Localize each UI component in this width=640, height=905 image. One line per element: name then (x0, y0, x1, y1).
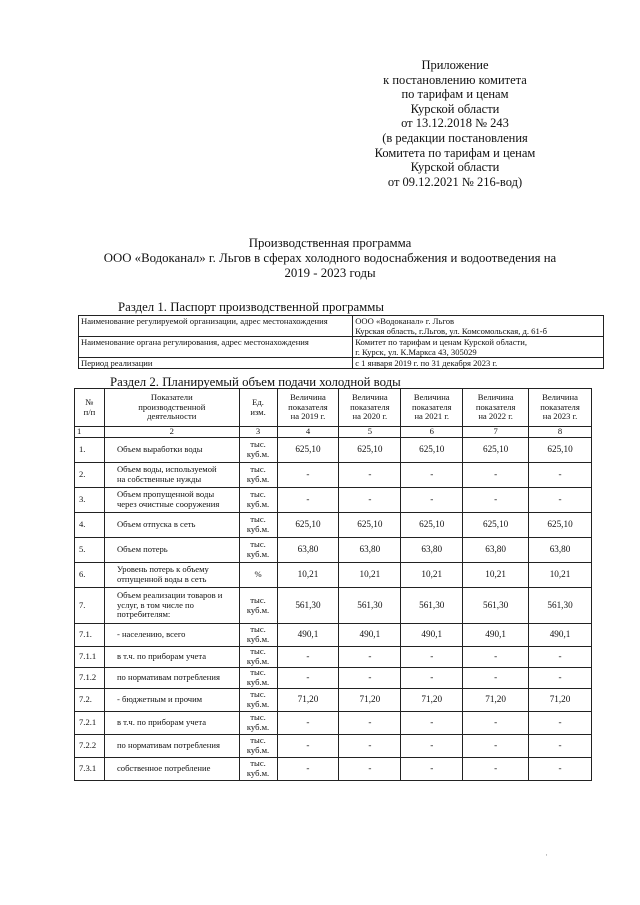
row-value-2022: 10,21 (463, 563, 529, 588)
row-value-2019: - (277, 735, 339, 758)
row-unit: тыс. куб.м. (239, 758, 277, 781)
column-number: 3 (239, 427, 277, 438)
title-line-3: 2019 - 2023 годы (284, 266, 376, 280)
row-value-2022: 63,80 (463, 538, 529, 563)
appendix-line: Приложение (421, 58, 489, 72)
row-number: 7.1.1 (75, 647, 105, 668)
row-value-2019: 71,20 (277, 689, 339, 712)
row-unit: тыс. куб.м. (239, 488, 277, 513)
row-value-2021: - (401, 488, 463, 513)
row-value-2021: 490,1 (401, 624, 463, 647)
row-value-2020: 63,80 (339, 538, 401, 563)
row-value-2021: 10,21 (401, 563, 463, 588)
passport-value-line: Курская область, г.Льгов, ул. Комсомольская, д. 61-б (355, 326, 547, 336)
column-number: 1 (75, 427, 105, 438)
row-value-2023: - (529, 668, 592, 689)
row-value-2021: 625,10 (401, 438, 463, 463)
header-2022: Величина показателя на 2022 г. (463, 389, 529, 427)
passport-label: Период реализации (79, 358, 353, 369)
row-value-2023: - (529, 463, 592, 488)
row-value-2022: - (463, 668, 529, 689)
column-number: 6 (401, 427, 463, 438)
row-value-2020: - (339, 488, 401, 513)
row-value-2023: - (529, 488, 592, 513)
passport-value (353, 316, 604, 337)
table-row (75, 668, 592, 689)
table-row (75, 758, 592, 781)
row-indicator: Объем воды, используемой на собственные нужды (104, 463, 239, 488)
passport-table (78, 315, 604, 369)
row-number: 2. (75, 463, 105, 488)
row-value-2020: 490,1 (339, 624, 401, 647)
row-value-2021: - (401, 758, 463, 781)
table-row (75, 647, 592, 668)
table-row (75, 538, 592, 563)
row-value-2022: - (463, 647, 529, 668)
passport-value-line: ООО «Водоканал» г. Льгов (355, 316, 455, 326)
row-indicator: Объем выработки воды (104, 438, 239, 463)
row-unit: тыс. куб.м. (239, 647, 277, 668)
column-number-row (75, 427, 592, 438)
header-name: Показатели производственной деятельности (104, 389, 239, 427)
row-value-2020: - (339, 758, 401, 781)
section2-heading: Раздел 2. Планируемый объем подачи холодной воды (110, 375, 401, 389)
appendix-line: от 09.12.2021 № 216-вод) (387, 174, 523, 189)
row-value-2020: - (339, 668, 401, 689)
scan-mark: · (545, 850, 548, 860)
row-value-2022: - (463, 463, 529, 488)
table-row (75, 463, 592, 488)
row-number: 7.1.2 (75, 668, 105, 689)
header-2020: Величина показателя на 2020 г. (339, 389, 401, 427)
row-number: 7. (75, 588, 105, 624)
row-unit: тыс. куб.м. (239, 735, 277, 758)
column-number: 5 (339, 427, 401, 438)
row-value-2021: - (401, 735, 463, 758)
row-value-2023: 10,21 (529, 563, 592, 588)
row-value-2019: - (277, 488, 339, 513)
appendix-line: Комитета по тарифам и ценам (374, 145, 536, 160)
row-indicator: Объем отпуска в сеть (104, 513, 239, 538)
row-value-2021: - (401, 463, 463, 488)
row-value-2019: - (277, 758, 339, 781)
row-unit: тыс. куб.м. (239, 588, 277, 624)
row-value-2020: - (339, 712, 401, 735)
passport-row (79, 358, 604, 369)
section1-heading: Раздел 1. Паспорт производственной программы (118, 300, 384, 314)
appendix-line: по тарифам и ценам (401, 87, 509, 102)
row-number: 7.2.2 (75, 735, 105, 758)
row-value-2022: - (463, 712, 529, 735)
row-number: 1. (75, 438, 105, 463)
row-value-2019: 625,10 (277, 513, 339, 538)
row-value-2019: 625,10 (277, 438, 339, 463)
row-value-2023: - (529, 735, 592, 758)
row-indicator: Объем реализации товаров и услуг, в том числе по потребителям: (104, 588, 239, 624)
row-unit: тыс. куб.м. (239, 668, 277, 689)
table-header-row (75, 389, 592, 427)
row-unit: тыс. куб.м. (239, 463, 277, 488)
row-number: 7.2. (75, 689, 105, 712)
row-indicator: Объем потерь (104, 538, 239, 563)
row-value-2020: - (339, 463, 401, 488)
column-number: 8 (529, 427, 592, 438)
row-value-2020: - (339, 647, 401, 668)
row-indicator: по нормативам потребления (104, 668, 239, 689)
row-indicator: Объем пропущенной воды через очистные сооружения (104, 488, 239, 513)
passport-label: Наименование регулируемой организации, адрес местонахождения (79, 316, 353, 337)
row-value-2020: 625,10 (339, 438, 401, 463)
header-unit: Ед. изм. (239, 389, 277, 427)
row-value-2022: 625,10 (463, 438, 529, 463)
row-value-2022: - (463, 758, 529, 781)
row-value-2021: 625,10 (401, 513, 463, 538)
passport-row (79, 337, 604, 358)
appendix-line: Курской области (410, 160, 500, 175)
appendix-line: от 13.12.2018 № 243 (401, 116, 509, 131)
row-value-2023: - (529, 712, 592, 735)
row-indicator: по нормативам потребления (104, 735, 239, 758)
row-value-2020: 625,10 (339, 513, 401, 538)
row-number: 6. (75, 563, 105, 588)
row-number: 3. (75, 488, 105, 513)
table-row (75, 438, 592, 463)
row-value-2019: - (277, 712, 339, 735)
passport-row (79, 316, 604, 337)
row-value-2021: 63,80 (401, 538, 463, 563)
row-value-2019: - (277, 668, 339, 689)
row-indicator: в т.ч. по приборам учета (104, 712, 239, 735)
row-indicator: собственное потребление (104, 758, 239, 781)
table-row (75, 563, 592, 588)
table-row (75, 735, 592, 758)
row-value-2023: 71,20 (529, 689, 592, 712)
column-number: 2 (104, 427, 239, 438)
row-indicator: Уровень потерь к объему отпущенной воды в сеть (104, 563, 239, 588)
row-number: 5. (75, 538, 105, 563)
row-value-2019: 490,1 (277, 624, 339, 647)
title-line-1: Производственная программа (248, 236, 412, 250)
row-number: 7.3.1 (75, 758, 105, 781)
appendix-block (355, 58, 555, 189)
row-unit: тыс. куб.м. (239, 689, 277, 712)
row-value-2023: - (529, 647, 592, 668)
title-line-2: ООО «Водоканал» г. Льгов в сферах холодного водоснабжения и водоотведения на (103, 251, 557, 265)
document-title (70, 236, 590, 281)
row-number: 7.1. (75, 624, 105, 647)
row-value-2021: - (401, 712, 463, 735)
row-value-2020: 561,30 (339, 588, 401, 624)
column-number: 7 (463, 427, 529, 438)
row-indicator: в т.ч. по приборам учета (104, 647, 239, 668)
row-unit: % (239, 563, 277, 588)
row-indicator: - бюджетным и прочим (104, 689, 239, 712)
row-value-2021: 71,20 (401, 689, 463, 712)
passport-value (353, 358, 604, 369)
table-row (75, 588, 592, 624)
row-value-2023: 561,30 (529, 588, 592, 624)
row-value-2022: 71,20 (463, 689, 529, 712)
appendix-line: к постановлению комитета (383, 72, 527, 87)
row-value-2023: - (529, 758, 592, 781)
row-value-2019: - (277, 463, 339, 488)
passport-value-line: г. Курск, ул. К.Маркса 43, 305029 (355, 347, 477, 357)
row-indicator: - населению, всего (104, 624, 239, 647)
row-value-2023: 490,1 (529, 624, 592, 647)
row-value-2023: 63,80 (529, 538, 592, 563)
table-row (75, 712, 592, 735)
appendix-line: Курской области (410, 101, 500, 116)
row-value-2022: 561,30 (463, 588, 529, 624)
table-row (75, 689, 592, 712)
row-value-2019: 561,30 (277, 588, 339, 624)
row-value-2019: 10,21 (277, 563, 339, 588)
row-value-2022: 490,1 (463, 624, 529, 647)
row-unit: тыс. куб.м. (239, 438, 277, 463)
row-value-2022: - (463, 488, 529, 513)
row-unit: тыс. куб.м. (239, 712, 277, 735)
table-row (75, 513, 592, 538)
row-value-2022: - (463, 735, 529, 758)
table-row (75, 488, 592, 513)
passport-value-line: с 1 января 2019 г. по 31 декабря 2023 г. (355, 358, 498, 368)
row-value-2022: 625,10 (463, 513, 529, 538)
passport-value (353, 337, 604, 358)
column-number: 4 (277, 427, 339, 438)
row-unit: тыс. куб.м. (239, 513, 277, 538)
row-value-2021: - (401, 668, 463, 689)
row-value-2021: - (401, 647, 463, 668)
row-value-2020: 71,20 (339, 689, 401, 712)
row-value-2023: 625,10 (529, 438, 592, 463)
row-value-2020: - (339, 735, 401, 758)
passport-label: Наименование органа регулирования, адрес местонахождения (79, 337, 353, 358)
row-value-2020: 10,21 (339, 563, 401, 588)
passport-value-line: Комитет по тарифам и ценам Курской области, (355, 337, 528, 347)
row-value-2019: 63,80 (277, 538, 339, 563)
row-unit: тыс. куб.м. (239, 624, 277, 647)
row-value-2023: 625,10 (529, 513, 592, 538)
table-row (75, 624, 592, 647)
header-2021: Величина показателя на 2021 г. (401, 389, 463, 427)
row-number: 7.2.1 (75, 712, 105, 735)
header-2019: Величина показателя на 2019 г. (277, 389, 339, 427)
water-supply-table (74, 388, 592, 781)
row-number: 4. (75, 513, 105, 538)
header-num: № п/п (75, 389, 105, 427)
appendix-line: (в редакции постановления (382, 130, 528, 145)
row-unit: тыс. куб.м. (239, 538, 277, 563)
header-2023: Величина показателя на 2023 г. (529, 389, 592, 427)
row-value-2019: - (277, 647, 339, 668)
row-value-2021: 561,30 (401, 588, 463, 624)
